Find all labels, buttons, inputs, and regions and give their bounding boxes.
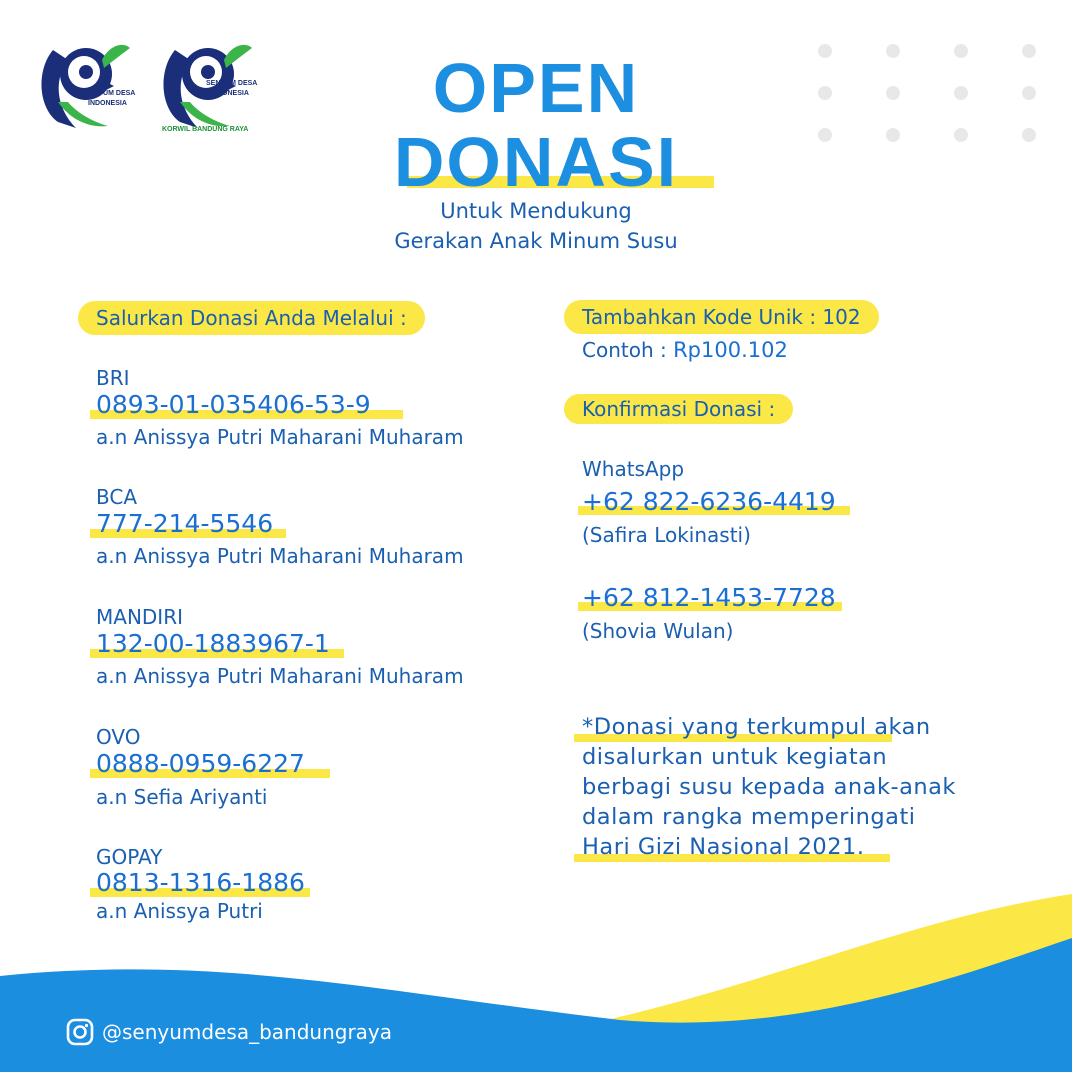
subtitle-line1: Untuk Mendukung	[440, 199, 632, 223]
note-line: berbagi susu kepada anak-anak	[582, 774, 956, 800]
account-number-bca: 777-214-5546	[96, 509, 274, 538]
example-label: Contoh :	[582, 338, 667, 362]
account-owner-bri: a.n Anissya Putri Maharani Muharam	[96, 425, 464, 449]
instagram-icon[interactable]	[66, 1018, 94, 1046]
note-line: disalurkan untuk kegiatan	[582, 744, 888, 770]
whatsapp-label: WhatsApp	[582, 457, 685, 481]
account-owner-ovo: a.n Sefia Ariyanti	[96, 785, 268, 809]
bank-name-gopay: GOPAY	[96, 845, 163, 869]
instagram-handle[interactable]: @senyumdesa_bandungraya	[102, 1020, 393, 1044]
bank-name-bca: BCA	[96, 485, 138, 509]
account-owner-mandiri: a.n Anissya Putri Maharani Muharam	[96, 664, 464, 688]
account-owner-gopay: a.n Anissya Putri	[96, 899, 263, 923]
bank-name-bri: BRI	[96, 366, 130, 390]
logo-text-line1: SENYUM DESA	[84, 90, 136, 97]
donation-note	[582, 712, 1042, 862]
bank-name-mandiri: MANDIRI	[96, 605, 183, 629]
note-line: *Donasi yang terkumpul akan	[582, 714, 931, 740]
logo-text-line2: INDONESIA	[210, 90, 249, 97]
contact-number-1: +62 822-6236-4419	[582, 487, 836, 516]
account-owner-bca: a.n Anissya Putri Maharani Muharam	[96, 544, 464, 568]
contact-name-1: (Safira Lokinasti)	[582, 523, 751, 547]
contact-number-2: +62 812-1453-7728	[582, 583, 836, 612]
account-number-gopay: 0813-1316-1886	[96, 868, 305, 897]
pill-konfirmasi-donasi: Konfirmasi Donasi :	[564, 394, 793, 424]
pill-salurkan-donasi: Salurkan Donasi Anda Melalui :	[78, 301, 425, 335]
account-number-bri: 0893-01-035406-53-9	[96, 390, 371, 419]
logo-text-line3: KORWIL BANDUNG RAYA	[162, 126, 249, 133]
logo-text-line1: SENYUM DESA	[206, 80, 258, 87]
contact-name-2: (Shovia Wulan)	[582, 619, 734, 643]
example-row	[582, 338, 788, 362]
account-number-mandiri: 132-00-1883967-1	[96, 629, 330, 658]
title-open: OPEN	[432, 49, 640, 127]
bank-name-ovo: OVO	[96, 725, 141, 749]
title-donasi: DONASI	[393, 123, 679, 201]
note-line: dalam rangka memperingati	[582, 804, 916, 830]
pill-kode-unik: Tambahkan Kode Unik : 102	[564, 300, 879, 334]
note-line: Hari Gizi Nasional 2021.	[582, 834, 865, 860]
subtitle-line2: Gerakan Anak Minum Susu	[394, 229, 678, 253]
logo-text-line2: INDONESIA	[88, 100, 127, 107]
example-value: Rp100.102	[673, 338, 788, 362]
account-number-ovo: 0888-0959-6227	[96, 749, 305, 778]
